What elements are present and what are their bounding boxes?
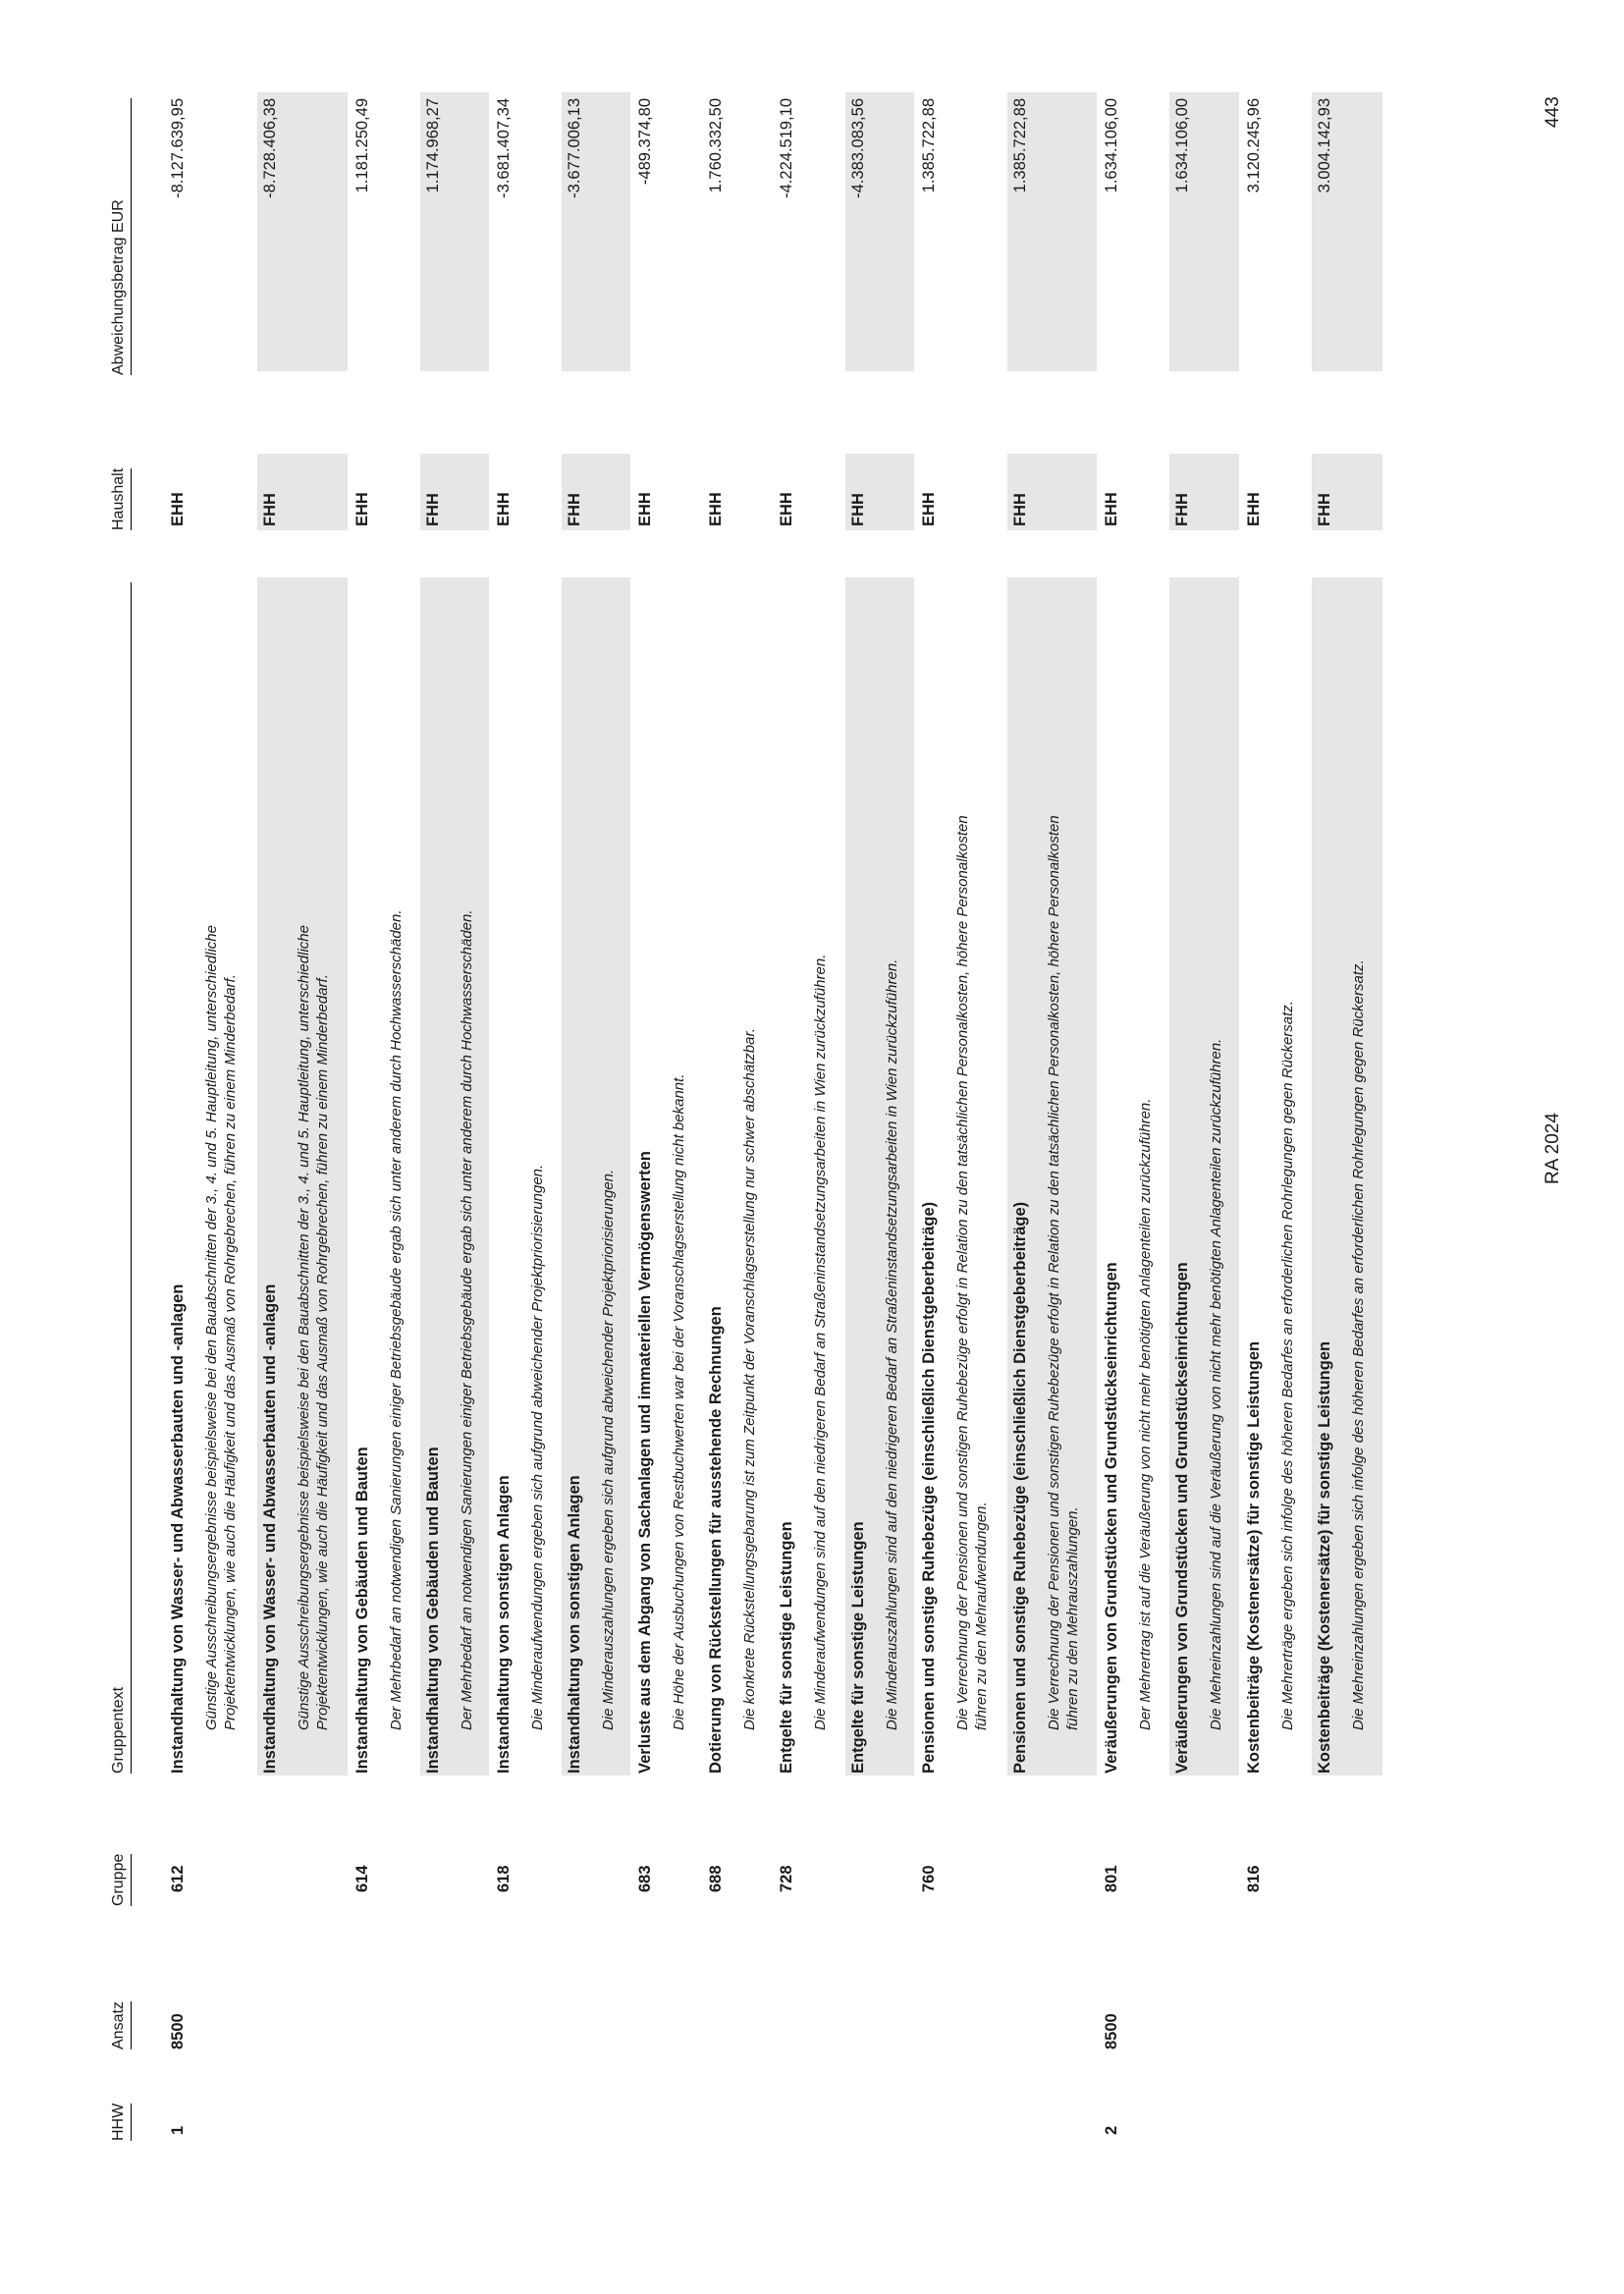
group-description: Die Verrechnung der Pensionen und sonstigen Ruhebezüge erfolgt in Relation zu den tatsächlichen Personalkosten, höhere Personalkosten <box>1046 815 1062 1730</box>
group-title: Instandhaltung von sonstigen Anlagen <box>566 1475 583 1774</box>
gruppe-cell: 688 <box>707 1865 725 1892</box>
amount-cell: -3.681.407,34 <box>495 98 513 198</box>
group-title: Instandhaltung von Gebäuden und Bauten <box>424 1447 442 1774</box>
header-gruppentext: Gruppentext <box>107 582 132 1774</box>
amount-cell: 1.634.106,00 <box>1173 98 1191 193</box>
group-description: Die Mehrerträge ergeben sich infolge des höheren Bedarfes an erforderlichen Rohrlegungen gegen Rückersatz. <box>1279 1001 1296 1730</box>
haushalt-cell: EHH <box>636 492 654 526</box>
amount-cell: 3.120.245,96 <box>1245 98 1263 193</box>
page-number: 443 <box>1543 96 1563 128</box>
hhw-cell: 2 <box>1103 2125 1120 2135</box>
group-title: Verluste aus dem Abgang von Sachanlagen und immateriellen Vermögenswerten <box>636 1151 654 1774</box>
haushalt-cell: EHH <box>353 492 371 526</box>
group-description: Der Mehrbedarf an notwendigen Sanierungen einiger Betriebsgebäude ergab sich unter anderem durch Hochwasserschäden. <box>388 909 405 1730</box>
group-description: Günstige Ausschreibungsergebnisse beispielsweise bei den Bauabschnitten der 3., 4. und 5. Hauptleitung, unterschiedliche <box>296 925 312 1730</box>
haushalt-cell: EHH <box>707 492 725 526</box>
group-description: Die Höhe der Ausbuchungen von Restbuchwerten war bei der Voranschlagserstellung nicht bekannt. <box>671 1073 687 1730</box>
group-description: Günstige Ausschreibungsergebnisse beispielsweise bei den Bauabschnitten der 3., 4. und 5. Hauptleitung, unterschiedliche <box>203 925 220 1730</box>
group-title: Kostenbeiträge (Kostenersätze) für sonstige Leistungen <box>1245 1340 1263 1774</box>
haushalt-cell: FHH <box>1011 493 1029 526</box>
amount-cell: -3.677.006,13 <box>566 98 583 198</box>
amount-cell: -489.374,80 <box>636 98 654 186</box>
group-title: Veräußerungen von Grundstücken und Grundstückseinrichtungen <box>1173 1262 1191 1774</box>
gruppe-cell: 612 <box>169 1865 187 1892</box>
gruppe-cell: 760 <box>920 1865 938 1892</box>
group-description: Der Mehrbedarf an notwendigen Sanierungen einiger Betriebsgebäude ergab sich unter anderem durch Hochwasserschäden. <box>459 909 475 1730</box>
header-abweichung: Abweichungsbetrag EUR <box>107 98 132 375</box>
ansatz-cell: 8500 <box>169 2013 187 2049</box>
group-title: Instandhaltung von Wasser- und Abwasserbauten und -anlagen <box>261 1284 279 1774</box>
gruppe-cell: 614 <box>353 1865 371 1892</box>
group-description: Der Mehrertrag ist auf die Veräußerung von nicht mehr benötigten Anlagenteilen zurückzuführen. <box>1137 1098 1154 1730</box>
amount-cell: 3.004.142,93 <box>1316 98 1333 193</box>
group-description: führen zu den Mehrauszahlungen. <box>1064 1506 1081 1730</box>
haushalt-cell: FHH <box>424 493 442 526</box>
haushalt-cell: FHH <box>261 493 279 526</box>
hhw-cell: 1 <box>169 2125 187 2135</box>
group-description: Die Verrechnung der Pensionen und sonstigen Ruhebezüge erfolgt in Relation zu den tatsächlichen Personalkosten, höhere Personalkosten <box>954 815 971 1730</box>
haushalt-cell: EHH <box>778 492 795 526</box>
group-title: Veräußerungen von Grundstücken und Grundstückseinrichtungen <box>1103 1262 1120 1774</box>
haushalt-cell: EHH <box>1103 492 1120 526</box>
group-title: Instandhaltung von Wasser- und Abwasserbauten und -anlagen <box>169 1284 187 1774</box>
haushalt-cell: FHH <box>1173 493 1191 526</box>
amount-cell: 1.385.722,88 <box>920 98 938 193</box>
group-description: Die Mehreinzahlungen sind auf die Veräußerung von nicht mehr benötigten Anlagenteilen zurückzuführen. <box>1208 1038 1224 1730</box>
haushalt-cell: FHH <box>849 493 867 526</box>
amount-cell: 1.181.250,49 <box>353 98 371 193</box>
group-description: Die Minderaufwendungen ergeben sich aufgrund abweichender Projektpriorisierungen. <box>529 1164 546 1730</box>
amount-cell: 1.760.332,50 <box>707 98 725 193</box>
group-title: Entgelte für sonstige Leistungen <box>849 1521 867 1774</box>
amount-cell: 1.174.968,27 <box>424 98 442 193</box>
haushalt-cell: EHH <box>920 492 938 526</box>
group-description: führen zu den Mehraufwendungen. <box>973 1502 990 1730</box>
group-title: Entgelte für sonstige Leistungen <box>778 1521 795 1774</box>
group-description: Die konkrete Rückstellungsgebarung ist zum Zeitpunkt der Voranschlagserstellung nur schwer abschätzbar. <box>741 1027 758 1730</box>
amount-cell: 1.634.106,00 <box>1103 98 1120 193</box>
gruppe-cell: 801 <box>1103 1865 1120 1892</box>
group-description: Projektentwicklungen, wie auch die Häufigkeit und das Ausmaß von Rohrgebrechen, führen zu einem Minderbedarf. <box>222 974 239 1730</box>
header-haushalt: Haushalt <box>107 468 132 530</box>
report-label: RA 2024 <box>1543 1113 1563 1184</box>
amount-cell: -4.224.519,10 <box>778 98 795 198</box>
header-ansatz: Ansatz <box>107 2001 132 2049</box>
gruppe-cell: 618 <box>495 1865 513 1892</box>
group-title: Instandhaltung von sonstigen Anlagen <box>495 1475 513 1774</box>
group-title: Instandhaltung von Gebäuden und Bauten <box>353 1447 371 1774</box>
group-description: Die Minderauszahlungen ergeben sich aufgrund abweichender Projektpriorisierungen. <box>600 1169 617 1730</box>
gruppe-cell: 683 <box>636 1865 654 1892</box>
gruppe-cell: 728 <box>778 1865 795 1892</box>
group-title: Kostenbeiträge (Kostenersätze) für sonstige Leistungen <box>1316 1340 1333 1774</box>
header-hhw: HHW <box>107 2103 132 2141</box>
gruppe-cell: 816 <box>1245 1865 1263 1892</box>
group-description: Die Minderauszahlungen sind auf den niedrigeren Bedarf an Straßeninstandsetzungsarbeiten in Wien zurückzuführen. <box>884 958 900 1730</box>
group-title: Pensionen und sonstige Ruhebezüge (einschließlich Dienstgeberbeiträge) <box>920 1201 938 1774</box>
haushalt-cell: EHH <box>495 492 513 526</box>
haushalt-cell: FHH <box>566 493 583 526</box>
group-description: Die Minderaufwendungen sind auf den niedrigeren Bedarf an Straßeninstandsetzungsarbeiten in Wien zurückzuführen. <box>812 954 829 1730</box>
group-title: Pensionen und sonstige Ruhebezüge (einschließlich Dienstgeberbeiträge) <box>1011 1201 1029 1774</box>
group-description: Die Mehreinzahlungen ergeben sich infolge des höheren Bedarfes an erforderlichen Rohrlegungen gegen Rückersatz. <box>1350 959 1367 1730</box>
haushalt-cell: FHH <box>1316 493 1333 526</box>
group-description: Projektentwicklungen, wie auch die Häufigkeit und das Ausmaß von Rohrgebrechen, führen zu einem Minderbedarf. <box>314 974 331 1730</box>
amount-cell: 1.385.722,88 <box>1011 98 1029 193</box>
group-title: Dotierung von Rückstellungen für ausstehende Rechnungen <box>707 1306 725 1774</box>
ansatz-cell: 8500 <box>1103 2013 1120 2049</box>
amount-cell: -4.383.083,56 <box>849 98 867 198</box>
haushalt-cell: EHH <box>1245 492 1263 526</box>
header-gruppe: Gruppe <box>107 1854 132 1906</box>
haushalt-cell: EHH <box>169 492 187 526</box>
amount-cell: -8.728.406,38 <box>261 98 279 198</box>
amount-cell: -8.127.639,95 <box>169 98 187 198</box>
